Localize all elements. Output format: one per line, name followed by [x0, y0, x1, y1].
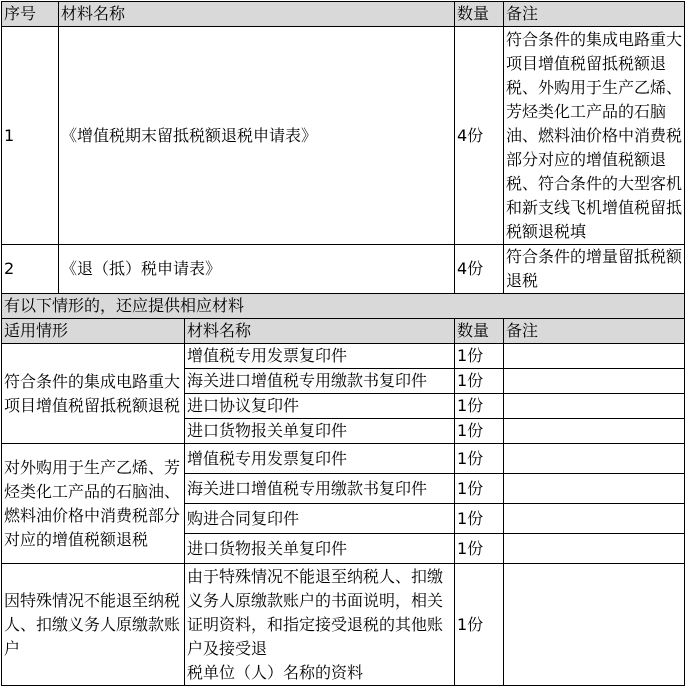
item-note [504, 534, 685, 564]
item-name: 增值税专用发票复印件 [185, 344, 455, 369]
header-material-name: 材料名称 [185, 319, 455, 344]
item-qty: 1份 [455, 419, 504, 444]
item-name: 进口货物报关单复印件 [185, 419, 455, 444]
materials-table [1, 1, 685, 686]
row-seq: 1 [2, 27, 59, 245]
item-name: 海关进口增值税专用缴款书复印件 [185, 369, 455, 394]
item-qty: 1份 [455, 504, 504, 534]
item-qty: 1份 [455, 534, 504, 564]
row-seq: 2 [2, 245, 59, 294]
header-seq: 序号 [2, 2, 59, 27]
item-name: 海关进口增值税专用缴款书复印件 [185, 474, 455, 504]
item-note [504, 474, 685, 504]
row-quantity: 4份 [455, 27, 504, 245]
item-note [504, 369, 685, 394]
item-qty: 1份 [455, 444, 504, 474]
item-note [504, 564, 685, 686]
table-row [2, 245, 685, 294]
row-material-name: 《退（抵）税申请表》 [59, 245, 455, 294]
header-quantity: 数量 [455, 2, 504, 27]
row-remark: 符合条件的增量留抵税额退税 [504, 245, 685, 294]
row-quantity: 4份 [455, 245, 504, 294]
item-qty: 1份 [455, 564, 504, 686]
header-quantity: 数量 [455, 319, 504, 344]
item-note [504, 394, 685, 419]
item-name: 购进合同复印件 [185, 504, 455, 534]
item-note [504, 504, 685, 534]
item-name-continued: 税单位（人）名称的资料 [187, 662, 364, 682]
situation-cell: 因特殊情况不能退至纳税人、扣缴义务人原缴款账户 [2, 564, 185, 686]
item-name-cell [185, 564, 455, 686]
section-title: 有以下情形的，还应提供相应材料 [2, 294, 685, 319]
item-note [504, 444, 685, 474]
situation-cell: 对外购用于生产乙烯、芳烃类化工产品的石脑油、燃料油价格中消费税部分对应的增值税额退税 [2, 444, 185, 564]
header-remark: 备注 [504, 2, 685, 27]
item-qty: 1份 [455, 369, 504, 394]
item-note [504, 419, 685, 444]
item-name: 由于特殊情况不能退至纳税人、扣缴义务人原缴款账户的书面说明，相关证明资料，和指定接受退税的其他账户及接受退 [187, 566, 444, 658]
row-material-name: 《增值税期末留抵税额退税申请表》 [59, 27, 455, 245]
header-remark: 备注 [504, 319, 685, 344]
item-name: 增值税专用发票复印件 [185, 444, 455, 474]
table-row [2, 27, 685, 245]
item-qty: 1份 [455, 344, 504, 369]
header-material-name: 材料名称 [59, 2, 455, 27]
item-name: 进口协议复印件 [185, 394, 455, 419]
item-name: 进口货物报关单复印件 [185, 534, 455, 564]
row-remark: 符合条件的集成电路重大项目增值税留抵税额退税、外购用于生产乙烯、芳烃类化工产品的石脑油、燃料油价格中消费税部分对应的增值税额退税、符合条件的大型客机和新支线飞机增值税留抵税额退税填 [504, 27, 685, 245]
table-row [2, 564, 685, 686]
header-situation: 适用情形 [2, 319, 185, 344]
item-note [504, 344, 685, 369]
situation-cell: 符合条件的集成电路重大项目增值税留抵税额退税 [2, 344, 185, 444]
item-qty: 1份 [455, 394, 504, 419]
table-row [2, 444, 685, 474]
item-qty: 1份 [455, 474, 504, 504]
table-row [2, 344, 685, 369]
